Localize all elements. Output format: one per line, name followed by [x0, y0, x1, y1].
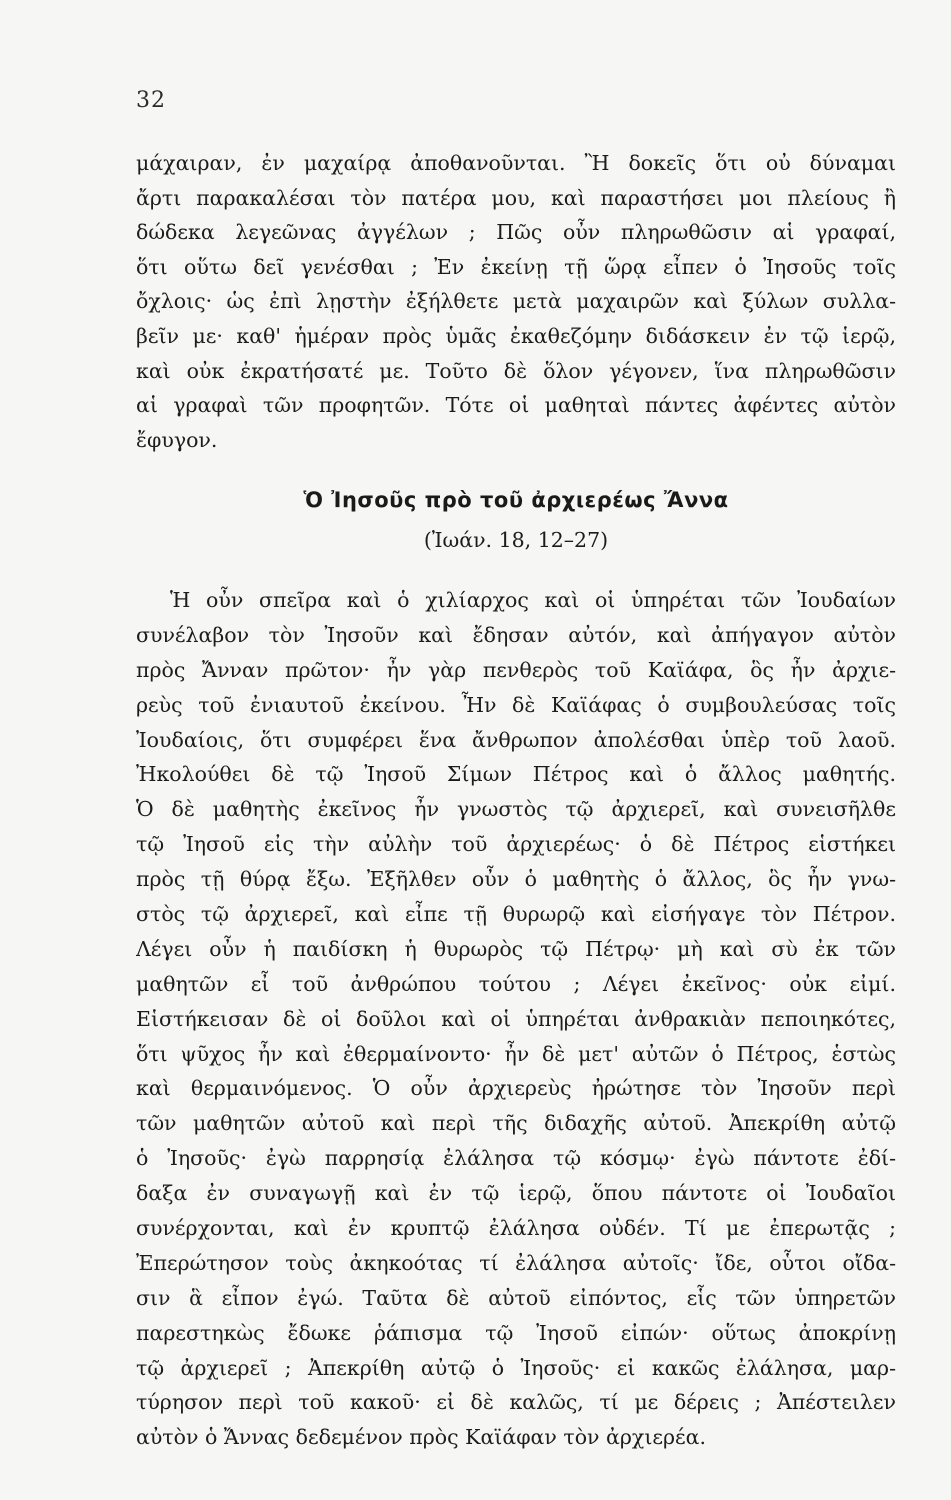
text-line: σιν ἃ εἶπον ἐγώ. Ταῦτα δὲ αὐτοῦ εἰπόντος, εἷς τῶν ὑπηρετῶν — [136, 1285, 896, 1310]
text-line: βεῖν με· καθ' ἡμέραν πρὸς ὑμᾶς ἐκαθεζόμην διδάσκειν ἐν τῷ ἱερῷ, — [136, 323, 896, 348]
section-title: Ὁ Ἰησοῦς πρὸ τοῦ ἀρχιερέως Ἄννα — [303, 488, 729, 512]
text-line: παρεστηκὼς ἔδωκε ῥάπισμα τῷ Ἰησοῦ εἰπών· οὕτως ἀποκρίνῃ — [136, 1320, 896, 1345]
text-line: δαξα ἐν συναγωγῇ καὶ ἐν τῷ ἱερῷ, ὅπου πάντοτε οἱ Ἰουδαῖοι — [136, 1181, 896, 1206]
text-line: Ἐπερώτησον τοὺς ἀκηκοότας τί ἐλάλησα αὐτοῖς· ἴδε, οὗτοι οἴδα- — [136, 1250, 896, 1275]
text-line: ρεὺς τοῦ ἐνιαυτοῦ ἐκείνου. Ἦν δὲ Καϊάφας ὁ συμβουλεύσας τοῖς — [136, 692, 896, 717]
text-line: Ἠκολούθει δὲ τῷ Ἰησοῦ Σίμων Πέτρος καὶ ὁ ἄλλος μαθητής. — [136, 762, 896, 787]
text-line: τῷ ἀρχιερεῖ ; Ἀπεκρίθη αὐτῷ ὁ Ἰησοῦς· εἰ κακῶς ἐλάλησα, μαρ- — [136, 1355, 896, 1380]
text-line: καὶ θερμαινόμενος. Ὁ οὖν ἀρχιερεὺς ἠρώτησε τὸν Ἰησοῦν περὶ — [136, 1076, 896, 1101]
text-line: μαθητῶν εἶ τοῦ ἀνθρώπου τούτου ; Λέγει ἐκεῖνος· οὐκ εἰμί. — [136, 971, 896, 996]
text-line: ὅτι ψῦχος ἦν καὶ ἐθερμαίνοντο· ἦν δὲ μετ' αὐτῶν ὁ Πέτρος, ἑστὼς — [136, 1041, 896, 1066]
text-line: τῶν μαθητῶν αὐτοῦ καὶ περὶ τῆς διδαχῆς αὐτοῦ. Ἀπεκρίθη αὐτῷ — [136, 1111, 896, 1136]
text-line: Εἱστήκεισαν δὲ οἱ δοῦλοι καὶ οἱ ὑπηρέται ἀνθρακιὰν πεποιηκότες, — [136, 1006, 896, 1031]
text-line: συνέρχονται, καὶ ἐν κρυπτῷ ἐλάλησα οὐδέν. Τί με ἐπερωτᾷς ; — [136, 1216, 896, 1241]
text-line: ὁ Ἰησοῦς· ἐγὼ παρρησίᾳ ἐλάλησα τῷ κόσμῳ· ἐγὼ πάντοτε ἐδί- — [136, 1146, 896, 1171]
text-line: τῷ Ἰησοῦ εἰς τὴν αὐλὴν τοῦ ἀρχιερέως· ὁ δὲ Πέτρος εἱστήκει — [136, 832, 896, 857]
text-line: ἄρτι παρακαλέσαι τὸν πατέρα μου, καὶ παραστήσει μοι πλείους ἢ — [136, 185, 896, 210]
page-number: 32 — [136, 88, 166, 113]
text-line: συνέλαβον τὸν Ἰησοῦν καὶ ἔδησαν αὐτόν, καὶ ἀπήγαγον αὐτὸν — [136, 622, 896, 647]
paragraph-main — [136, 583, 896, 1455]
text-line: τύρησον περὶ τοῦ κακοῦ· εἰ δὲ καλῶς, τί με δέρεις ; Ἀπέστειλεν — [136, 1390, 896, 1415]
text-line: Ἡ οὖν σπεῖρα καὶ ὁ χιλίαρχος καὶ οἱ ὑπηρέται τῶν Ἰουδαίων — [170, 588, 896, 612]
section-reference: (Ἰωάν. 18, 12–27) — [423, 528, 609, 552]
text-line: Ὁ δὲ μαθητὴς ἐκεῖνος ἦν γνωστὸς τῷ ἀρχιερεῖ, καὶ συνεισῆλθε — [136, 797, 896, 822]
text-line: ἔφυγον. — [136, 427, 218, 452]
text-line: στὸς τῷ ἀρχιερεῖ, καὶ εἶπε τῇ θυρωρῷ καὶ εἰσήγαγε τὸν Πέτρον. — [136, 902, 896, 927]
text-line: Λέγει οὖν ἡ παιδίσκη ἡ θυρωρὸς τῷ Πέτρῳ· μὴ καὶ σὺ ἐκ τῶν — [136, 936, 896, 961]
text-line: ὄχλοις· ὡς ἐπὶ λῃστὴν ἐξήλθετε μετὰ μαχαιρῶν καὶ ξύλων συλλα- — [136, 289, 896, 314]
text-line: καὶ οὐκ ἐκρατήσατέ με. Τοῦτο δὲ ὅλον γέγονεν, ἵνα πληρωθῶσιν — [136, 358, 896, 383]
paragraph-continued — [136, 146, 896, 457]
text-line: μάχαιραν, ἐν μαχαίρᾳ ἀποθανοῦνται. Ἢ δοκεῖς ὅτι οὐ δύναμαι — [136, 151, 896, 175]
text-line: δώδεκα λεγεῶνας ἀγγέλων ; Πῶς οὖν πληρωθῶσιν αἱ γραφαί, — [136, 220, 896, 245]
text-line: αἱ γραφαὶ τῶν προφητῶν. Τότε οἱ μαθηταὶ πάντες ἀφέντες αὐτὸν — [136, 393, 896, 418]
text-line: πρὸς Ἄνναν πρῶτον· ἦν γὰρ πενθερὸς τοῦ Καϊάφα, ὃς ἦν ἀρχιε- — [136, 657, 896, 682]
text-line: ὅτι οὕτω δεῖ γενέσθαι ; Ἐν ἐκείνῃ τῇ ὥρᾳ εἶπεν ὁ Ἰησοῦς τοῖς — [136, 254, 896, 279]
text-line: πρὸς τῇ θύρᾳ ἔξω. Ἐξῆλθεν οὖν ὁ μαθητὴς ὁ ἄλλος, ὃς ἦν γνω- — [136, 867, 896, 892]
text-line: Ἰουδαίοις, ὅτι συμφέρει ἕνα ἄνθρωπον ἀπολέσθαι ὑπὲρ τοῦ λαοῦ. — [136, 727, 896, 752]
text-line: αὐτὸν ὁ Ἄννας δεδεμένον πρὸς Καϊάφαν τὸν ἀρχιερέα. — [136, 1425, 707, 1450]
